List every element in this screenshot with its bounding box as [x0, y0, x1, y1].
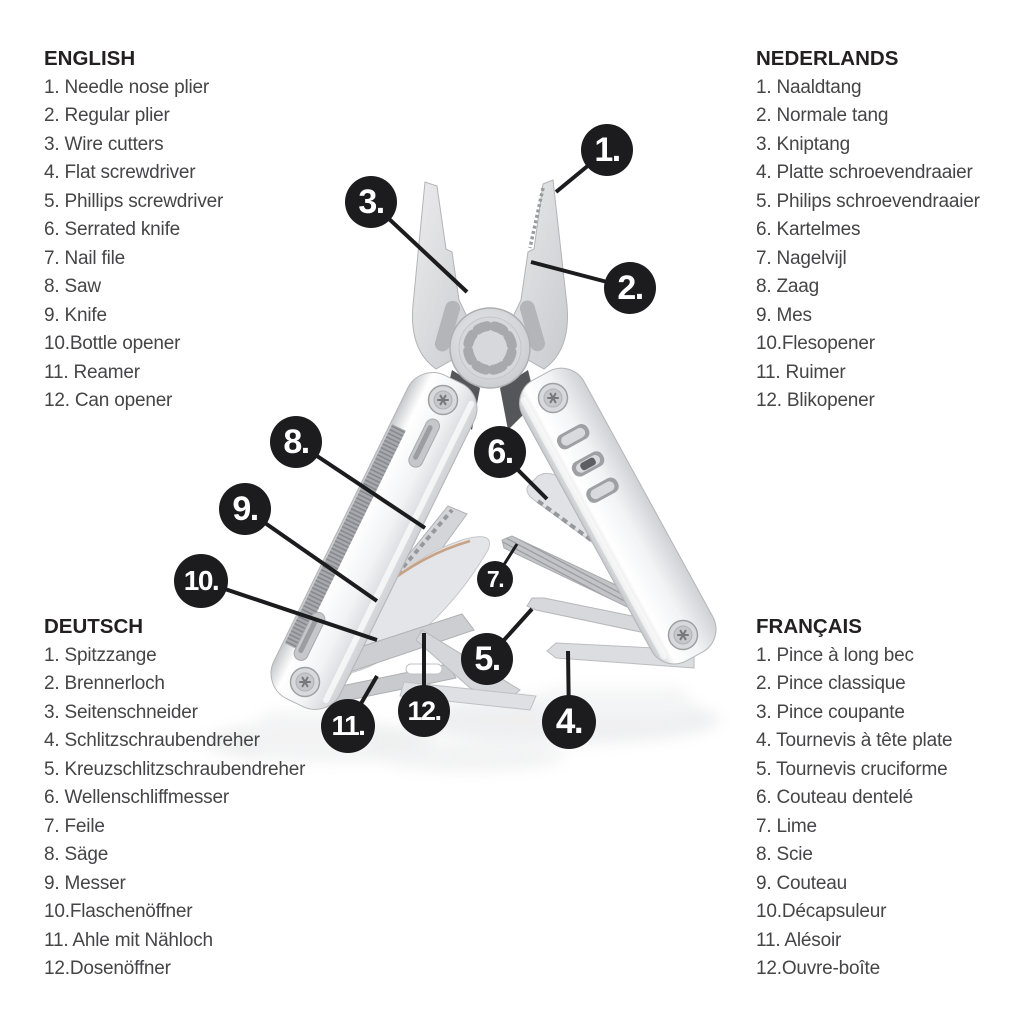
tool-list-item: 5. Philips schroevendraaier	[756, 190, 980, 212]
callout-leader-9	[245, 509, 377, 601]
callout-4: 4.	[542, 695, 596, 749]
section-title-francais: FRANÇAIS	[756, 615, 862, 638]
tool-list-item: 12. Blikopener	[756, 390, 875, 411]
callout-leader-7	[495, 544, 517, 579]
tool-list-item: 2. Regular plier	[44, 105, 170, 126]
tool-list-english	[44, 74, 223, 416]
tool-list-item: 5. Kreuzschlitzschraubendreher	[44, 758, 306, 780]
tool-list-item: 5. Tournevis cruciforme	[756, 758, 948, 780]
tool-list-item: 2. Pince classique	[756, 673, 906, 694]
tool-list-item: 1. Needle nose plier	[44, 76, 209, 98]
tool-list-item: 8. Saw	[44, 276, 101, 297]
tool-list-item: 10.Flesopener	[756, 333, 875, 354]
tool-list-item: 8. Scie	[756, 844, 813, 865]
section-title-deutsch: DEUTSCH	[44, 615, 144, 638]
callout-2: 2.	[604, 262, 656, 314]
tool-list-item: 11. Ruimer	[756, 361, 846, 383]
callout-8: 8.	[270, 416, 322, 468]
tool-list-item: 5. Phillips screwdriver	[44, 190, 224, 212]
callout-6: 6.	[474, 426, 526, 478]
tool-list-francais	[756, 642, 952, 984]
language-section-english	[44, 45, 223, 416]
tool-list-item: 10.Bottle opener	[44, 333, 181, 354]
tool-list-item: 3. Wire cutters	[44, 133, 164, 155]
callout-leader-1	[556, 150, 607, 192]
callout-1: 1.	[581, 124, 633, 176]
tool-list-item: 9. Mes	[756, 304, 812, 326]
tool-list-item: 7. Lime	[756, 815, 817, 837]
callout-5: 5.	[461, 633, 513, 685]
tool-list-item: 4. Tournevis à tête plate	[756, 730, 953, 751]
callout-leader-2	[531, 262, 630, 288]
tool-list-deutsch	[44, 642, 305, 984]
callout-leader-8	[296, 442, 425, 528]
tool-list-item: 12.Ouvre-boîte	[756, 958, 880, 979]
tool-list-item: 7. Nagelvijl	[756, 247, 847, 269]
tool-list-item: 1. Naaldtang	[756, 76, 862, 98]
tool-list-item: 10.Décapsuleur	[756, 901, 887, 922]
tool-list-item: 12.Dosenöffner	[44, 958, 171, 979]
tool-list-item: 1. Spitzzange	[44, 644, 157, 666]
tool-list-item: 9. Couteau	[756, 872, 847, 894]
language-section-francais	[756, 613, 952, 984]
callout-leader-3	[371, 202, 467, 292]
callout-leader-11	[348, 676, 377, 726]
tool-list-item: 11. Ahle mit Nähloch	[44, 929, 213, 951]
tool-list-item: 9. Knife	[44, 304, 107, 326]
tool-list-item: 7. Nail file	[44, 247, 126, 269]
tool-list-item: 8. Zaag	[756, 276, 820, 297]
callout-12: 12.	[398, 685, 450, 737]
callout-leader-6	[500, 452, 547, 499]
tool-list-item: 7. Feile	[44, 815, 105, 837]
tool-list-item: 11. Reamer	[44, 361, 140, 383]
tool-list-nederlands	[756, 74, 980, 416]
section-title-english: ENGLISH	[44, 47, 136, 70]
tool-list-item: 2. Brennerloch	[44, 673, 165, 694]
callout-9: 9.	[219, 483, 271, 535]
callout-3: 3.	[345, 176, 397, 228]
callout-leader-5	[487, 609, 532, 659]
tool-list-item: 4. Flat screwdriver	[44, 162, 196, 183]
callout-leader-4	[568, 651, 569, 722]
tool-list-item: 6. Kartelmes	[756, 219, 861, 240]
tool-list-item: 9. Messer	[44, 872, 126, 894]
tool-list-item: 6. Serrated knife	[44, 219, 181, 240]
tool-list-item: 11. Alésoir	[756, 929, 842, 951]
callout-11: 11.	[321, 699, 375, 753]
language-section-deutsch	[44, 613, 305, 984]
tool-list-item: 3. Seitenschneider	[44, 701, 198, 723]
callout-7: 7.	[477, 561, 513, 597]
language-section-nederlands	[756, 45, 980, 416]
tool-list-item: 6. Couteau dentelé	[756, 787, 913, 808]
callout-10: 10.	[174, 554, 228, 608]
tool-list-item: 2. Normale tang	[756, 105, 889, 126]
tool-list-item: 4. Schlitzschraubendreher	[44, 730, 260, 751]
tool-list-item: 8. Säge	[44, 844, 109, 865]
tool-list-item: 3. Pince coupante	[756, 701, 905, 723]
tool-list-item: 6. Wellenschliffmesser	[44, 787, 229, 808]
tool-list-item: 4. Platte schroevendraaier	[756, 162, 973, 183]
tool-list-item: 3. Kniptang	[756, 133, 850, 155]
tool-list-item: 10.Flaschenöffner	[44, 901, 193, 922]
tool-list-item: 1. Pince à long bec	[756, 644, 914, 666]
section-title-nederlands: NEDERLANDS	[756, 47, 899, 70]
tool-list-item: 12. Can opener	[44, 390, 173, 411]
